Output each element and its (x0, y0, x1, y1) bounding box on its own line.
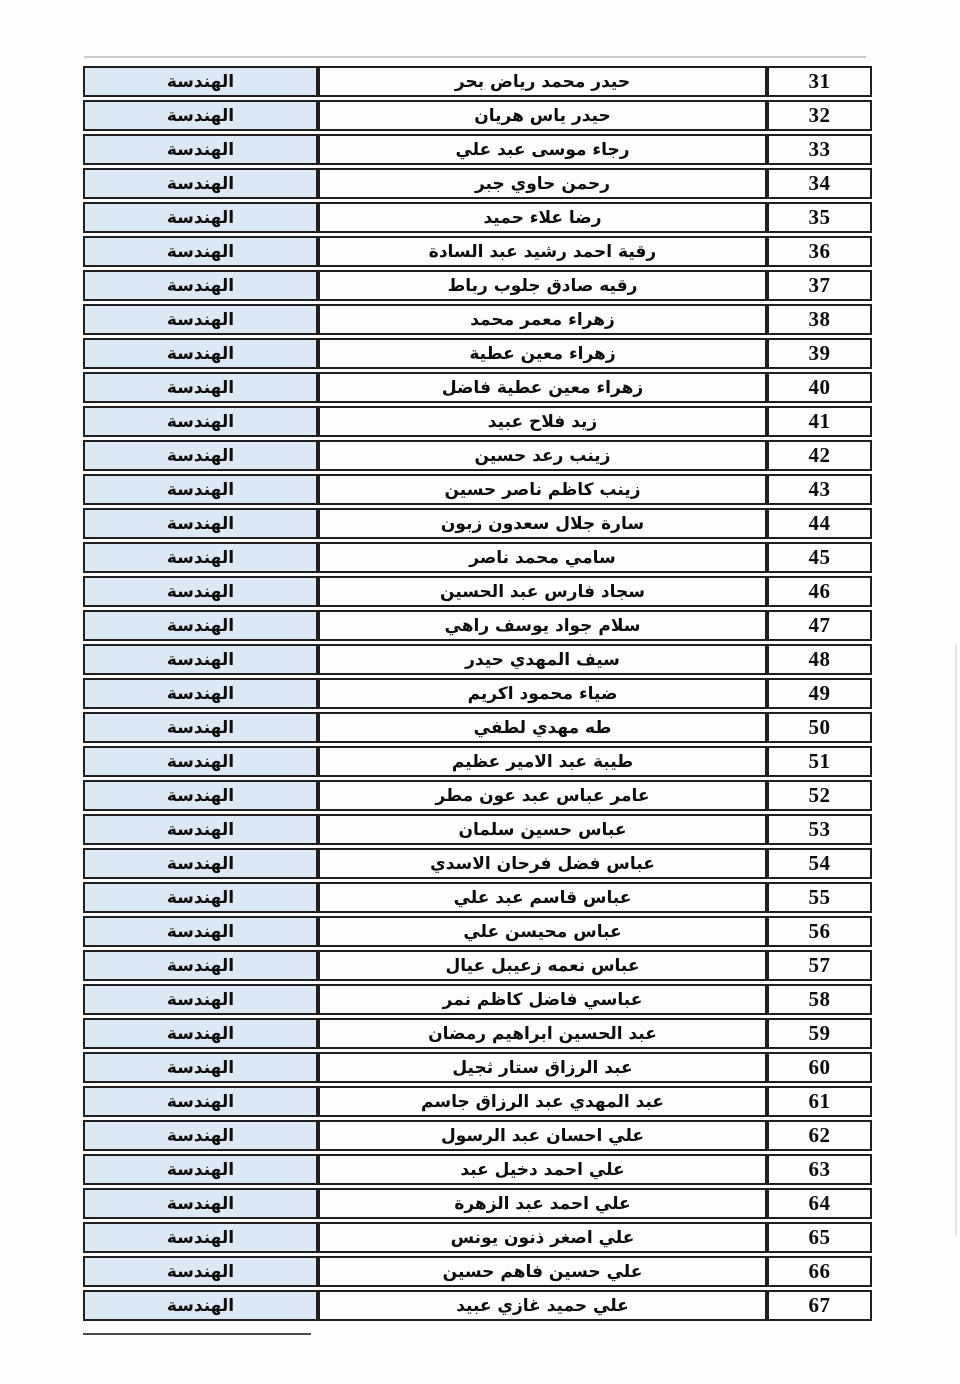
table-row (83, 1154, 872, 1185)
student-name-cell: عباس نعمه زعيبل عيال (318, 950, 767, 981)
student-name-cell: عبد المهدي عبد الرزاق جاسم (318, 1086, 767, 1117)
serial-number-cell: 65 (767, 1222, 872, 1253)
student-name-cell: رقية احمد رشيد عبد السادة (318, 236, 767, 267)
department-cell: الهندسة (83, 848, 318, 879)
serial-number-cell: 51 (767, 746, 872, 777)
table-row (83, 440, 872, 471)
department-cell: الهندسة (83, 1222, 318, 1253)
department-cell: الهندسة (83, 508, 318, 539)
table-row (83, 542, 872, 573)
table-row (83, 1052, 872, 1083)
table-row (83, 168, 872, 199)
table-row (83, 1290, 872, 1321)
serial-number-cell: 55 (767, 882, 872, 913)
student-name-cell: زهراء معمر محمد (318, 304, 767, 335)
department-cell: الهندسة (83, 270, 318, 301)
scan-artifact-edge-line (955, 645, 957, 1235)
department-cell: الهندسة (83, 1052, 318, 1083)
department-cell: الهندسة (83, 576, 318, 607)
students-roster-table (83, 63, 872, 1324)
serial-number-cell: 35 (767, 202, 872, 233)
student-name-cell: زيد فلاح عبيد (318, 406, 767, 437)
table-row (83, 1120, 872, 1151)
department-cell: الهندسة (83, 168, 318, 199)
student-name-cell: طيبة عبد الامير عظيم (318, 746, 767, 777)
department-cell: الهندسة (83, 304, 318, 335)
student-name-cell: سامي محمد ناصر (318, 542, 767, 573)
department-cell: الهندسة (83, 644, 318, 675)
serial-number-cell: 41 (767, 406, 872, 437)
table-row (83, 508, 872, 539)
serial-number-cell: 44 (767, 508, 872, 539)
table-row (83, 984, 872, 1015)
serial-number-cell: 49 (767, 678, 872, 709)
table-row (83, 338, 872, 369)
student-name-cell: عباس محيسن علي (318, 916, 767, 947)
table-row (83, 1018, 872, 1049)
serial-number-cell: 59 (767, 1018, 872, 1049)
student-name-cell: زهراء معين عطية فاضل (318, 372, 767, 403)
student-name-cell: سارة جلال سعدون زبون (318, 508, 767, 539)
serial-number-cell: 63 (767, 1154, 872, 1185)
department-cell: الهندسة (83, 1256, 318, 1287)
student-name-cell: علي حسين فاهم حسين (318, 1256, 767, 1287)
department-cell: الهندسة (83, 746, 318, 777)
table-row (83, 372, 872, 403)
student-name-cell: عباس فضل فرحان الاسدي (318, 848, 767, 879)
student-name-cell: عباس قاسم عبد علي (318, 882, 767, 913)
student-name-cell: حيدر محمد رياض بحر (318, 66, 767, 97)
department-cell: الهندسة (83, 406, 318, 437)
table-row (83, 848, 872, 879)
roster-table-body (83, 66, 872, 1321)
department-cell: الهندسة (83, 236, 318, 267)
department-cell: الهندسة (83, 1188, 318, 1219)
table-row (83, 882, 872, 913)
department-cell: الهندسة (83, 1120, 318, 1151)
department-cell: الهندسة (83, 474, 318, 505)
student-name-cell: علي احمد دخيل عبد (318, 1154, 767, 1185)
student-name-cell: زينب رعد حسين (318, 440, 767, 471)
serial-number-cell: 66 (767, 1256, 872, 1287)
student-name-cell: رضا علاء حميد (318, 202, 767, 233)
department-cell: الهندسة (83, 712, 318, 743)
student-name-cell: علي اصغر ذنون يونس (318, 1222, 767, 1253)
student-name-cell: رقيه صادق جلوب رباط (318, 270, 767, 301)
serial-number-cell: 56 (767, 916, 872, 947)
table-row (83, 950, 872, 981)
department-cell: الهندسة (83, 678, 318, 709)
table-row (83, 304, 872, 335)
serial-number-cell: 67 (767, 1290, 872, 1321)
cropped-row-remnant-line-top (84, 56, 866, 58)
student-name-cell: رحمن حاوي جبر (318, 168, 767, 199)
table-row (83, 1086, 872, 1117)
serial-number-cell: 61 (767, 1086, 872, 1117)
serial-number-cell: 64 (767, 1188, 872, 1219)
student-name-cell: عباس حسين سلمان (318, 814, 767, 845)
student-name-cell: علي احمد عبد الزهرة (318, 1188, 767, 1219)
table-row (83, 644, 872, 675)
table-row (83, 66, 872, 97)
serial-number-cell: 50 (767, 712, 872, 743)
student-name-cell: عبد الرزاق ستار ثجيل (318, 1052, 767, 1083)
serial-number-cell: 39 (767, 338, 872, 369)
table-row (83, 474, 872, 505)
student-name-cell: علي احسان عبد الرسول (318, 1120, 767, 1151)
department-cell: الهندسة (83, 1086, 318, 1117)
department-cell: الهندسة (83, 338, 318, 369)
serial-number-cell: 33 (767, 134, 872, 165)
table-row (83, 1222, 872, 1253)
table-row (83, 1188, 872, 1219)
table-row (83, 406, 872, 437)
serial-number-cell: 38 (767, 304, 872, 335)
student-name-cell: طه مهدي لطفي (318, 712, 767, 743)
department-cell: الهندسة (83, 882, 318, 913)
serial-number-cell: 47 (767, 610, 872, 641)
table-row (83, 576, 872, 607)
table-row (83, 610, 872, 641)
student-name-cell: سجاد فارس عبد الحسين (318, 576, 767, 607)
serial-number-cell: 37 (767, 270, 872, 301)
table-row (83, 746, 872, 777)
table-row (83, 1256, 872, 1287)
department-cell: الهندسة (83, 372, 318, 403)
serial-number-cell: 36 (767, 236, 872, 267)
student-name-cell: علي حميد غازي عبيد (318, 1290, 767, 1321)
serial-number-cell: 58 (767, 984, 872, 1015)
serial-number-cell: 48 (767, 644, 872, 675)
serial-number-cell: 31 (767, 66, 872, 97)
serial-number-cell: 42 (767, 440, 872, 471)
serial-number-cell: 40 (767, 372, 872, 403)
department-cell: الهندسة (83, 440, 318, 471)
table-row (83, 780, 872, 811)
student-name-cell: سلام جواد يوسف راهي (318, 610, 767, 641)
table-row (83, 916, 872, 947)
table-row (83, 678, 872, 709)
department-cell: الهندسة (83, 814, 318, 845)
student-name-cell: زهراء معين عطية (318, 338, 767, 369)
department-cell: الهندسة (83, 984, 318, 1015)
serial-number-cell: 54 (767, 848, 872, 879)
table-row (83, 134, 872, 165)
department-cell: الهندسة (83, 1018, 318, 1049)
student-name-cell: عباسي فاضل كاظم نمر (318, 984, 767, 1015)
department-cell: الهندسة (83, 100, 318, 131)
table-row (83, 712, 872, 743)
cropped-row-fragment-line-bottom (83, 1333, 311, 1335)
serial-number-cell: 43 (767, 474, 872, 505)
department-cell: الهندسة (83, 1154, 318, 1185)
table-row (83, 236, 872, 267)
table-row (83, 814, 872, 845)
department-cell: الهندسة (83, 1290, 318, 1321)
student-name-cell: سيف المهدي حيدر (318, 644, 767, 675)
student-name-cell: ضياء محمود اكريم (318, 678, 767, 709)
student-name-cell: عامر عباس عبد عون مطر (318, 780, 767, 811)
department-cell: الهندسة (83, 134, 318, 165)
serial-number-cell: 57 (767, 950, 872, 981)
table-row (83, 100, 872, 131)
department-cell: الهندسة (83, 916, 318, 947)
department-cell: الهندسة (83, 780, 318, 811)
department-cell: الهندسة (83, 202, 318, 233)
table-row (83, 270, 872, 301)
department-cell: الهندسة (83, 542, 318, 573)
serial-number-cell: 53 (767, 814, 872, 845)
student-name-cell: حيدر ياس هريان (318, 100, 767, 131)
serial-number-cell: 45 (767, 542, 872, 573)
department-cell: الهندسة (83, 950, 318, 981)
student-name-cell: زينب كاظم ناصر حسين (318, 474, 767, 505)
serial-number-cell: 46 (767, 576, 872, 607)
table-row (83, 202, 872, 233)
serial-number-cell: 32 (767, 100, 872, 131)
serial-number-cell: 52 (767, 780, 872, 811)
department-cell: الهندسة (83, 66, 318, 97)
department-cell: الهندسة (83, 610, 318, 641)
serial-number-cell: 34 (767, 168, 872, 199)
student-name-cell: عبد الحسين ابراهيم رمضان (318, 1018, 767, 1049)
serial-number-cell: 62 (767, 1120, 872, 1151)
student-name-cell: رجاء موسى عبد علي (318, 134, 767, 165)
serial-number-cell: 60 (767, 1052, 872, 1083)
